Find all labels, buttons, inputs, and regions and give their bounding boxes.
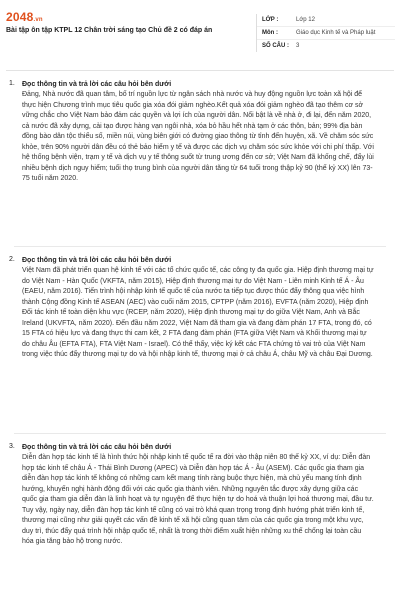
question-item xyxy=(9,80,374,185)
question-body: Diễn đàn hợp tác kinh tế là hình thức hội nhập kinh tế quốc tế ra đời vào thập niên 80 thế kỷ XX, ví dụ: Diễn đàn hợp tác kinh tế châu Á - Thái Bình Dương (APEC) và Diễn đàn hợp tác Á - Âu (ASEM). Các quốc gia tham gia diễn đàn hợp tác kinh tế không có những cam kết mang tính ràng buộc thực hiện, mà chủ yếu mang tính định hướng, khuyến nghị hành động đối với các quốc gia thành viên. Những nguyên tắc được xây dựng giữa các quốc gia tham gia diễn đàn là linh hoạt và tự nguyện để thực hiện tự do hoá và thuận lợi hoá thương mại, đầu tư. Tuy vậy, ngày nay, diễn đàn hợp tác kinh tế cũng có vai trò khá quan trọng trong định hướng phát triển kinh tế, thương mại cũng như giải quyết các vấn đề kinh tế xã hội cũng quan tâm của các quốc gia trong một khu vực, duy trì, thúc đẩy quá trình hội nhập quốc tế, nhất là trong thời điểm xuất hiện những xu thế chống lại toàn cầu hóa gia tăng bảo hộ trong nước. xyxy=(22,454,374,545)
meta-key: LỚP : xyxy=(262,17,279,23)
question-body: Đảng, Nhà nước đã quan tâm, bố trí nguồn lực từ ngân sách nhà nước và huy động nguồn lực toàn xã hội để thực hiện Chương trình mục tiêu quốc gia xóa đói giảm nghèo.Kết quả xóa đói giảm nghèo đã tạo thêm cơ sở vững chắc cho Việt Nam bảo đảm các quyền và lợi ích của người dân. Nổi bật là về nhà ở, đi lại, đến năm 2020, cả nước đã xây dựng, cải tạo được hàng vạn ngôi nhà, xóa bỏ hầu hết nhà tạm ở các thôn, bản; 99% địa bàn đồng bào dân tộc thiểu số, miền núi, vùng biên giới có đường giao thông từ tỉnh đến huyện, xã. Về chăm sóc sức khỏe, trên 90% người dân đều có thẻ bảo hiểm y tế và được các dịch vụ chăm sóc sức khỏe với chi phí thấp. Với hệ thống bệnh viện, trạm y tế và dịch vụ y tế thông suốt từ trung ương đến cơ sở; Việt Nam đã khống chế, đẩy lùi nhiều bệnh dịch nguy hiểm; tuổi thọ trung bình của người dân tăng từ 64 tuổi trong thập kỷ 90 (thế kỷ XX) lên 73-75 tuổi năm 2020. xyxy=(22,91,374,182)
document-meta xyxy=(256,14,395,52)
question-divider xyxy=(14,433,386,434)
question-item xyxy=(9,443,374,548)
document-title: Bài tập ôn tập KTPL 12 Chân trời sáng tạo Chủ đề 2 có đáp án xyxy=(6,27,213,34)
question-body: Việt Nam đã phát triển quan hệ kinh tế với các tổ chức quốc tế, các công ty đa quốc gia. Hiệp định thương mại tự do Việt Nam - Hàn Quốc (VKFTA, năm 2015), Hiệp định thương mại tự do Việt Nam - Liên minh Kinh tế Á - Âu (EAEU, năm 2016). Tiến trình hội nhập kinh tế quốc tế của nước ta tiếp tục được thúc đẩy thông qua việc hình thành Cộng đồng Kinh tế ASEAN (AEC) vào cuối năm 2015, CPTPP (năm 2016), EVFTA (năm 2020), Hiệp định Đối tác kinh tế toàn diện khu vực (RCEP, năm 2020), Hiệp định thương mại tự do giữa Việt Nam, Anh và Bắc Ireland (UKVFTA, năm 2020). Đến đầu năm 2022, Việt Nam đã tham gia và đang đàm phán 17 FTA, trong đó, có 15 FTA có hiệu lực và đang thực thi cam kết, 2 FTA đang đàm phán (FTA giữa Việt Nam và Khối thương mại tự do châu Âu (EFTA FTA), FTA Việt Nam - Israel). Có thể thấy, việc ký kết các FTA chứng tỏ vai trò của Việt Nam trong việc thúc đẩy thương mại tự do và hội nhập kinh tế, thương mại ở cả châu Á, châu Mỹ và châu Đại Dương. xyxy=(22,267,374,358)
question-item xyxy=(9,256,374,361)
logo-suffix: .vn xyxy=(33,17,43,23)
meta-row-grade xyxy=(257,14,395,27)
question-number: 1. xyxy=(9,80,15,87)
question-number: 3. xyxy=(9,443,15,450)
site-logo[interactable] xyxy=(6,10,43,24)
question-title: Đọc thông tin và trả lời các câu hỏi bên dưới xyxy=(22,81,172,88)
meta-key: SỐ CÂU : xyxy=(262,43,289,49)
question-title: Đọc thông tin và trả lời các câu hỏi bên dưới xyxy=(22,444,172,451)
meta-row-question-count xyxy=(257,40,395,52)
meta-value: Lớp 12 xyxy=(296,17,315,23)
question-divider xyxy=(14,246,386,247)
question-title: Đọc thông tin và trả lời các câu hỏi bên dưới xyxy=(22,257,172,264)
meta-value: Giáo dục Kinh tế và Pháp luật xyxy=(296,30,376,36)
question-number: 2. xyxy=(9,256,15,263)
meta-row-subject xyxy=(257,27,395,40)
document-header xyxy=(6,6,394,62)
logo-main: 2048 xyxy=(6,10,34,24)
meta-value: 3 xyxy=(296,43,300,49)
header-divider xyxy=(6,70,394,71)
meta-key: Môn : xyxy=(262,30,278,36)
